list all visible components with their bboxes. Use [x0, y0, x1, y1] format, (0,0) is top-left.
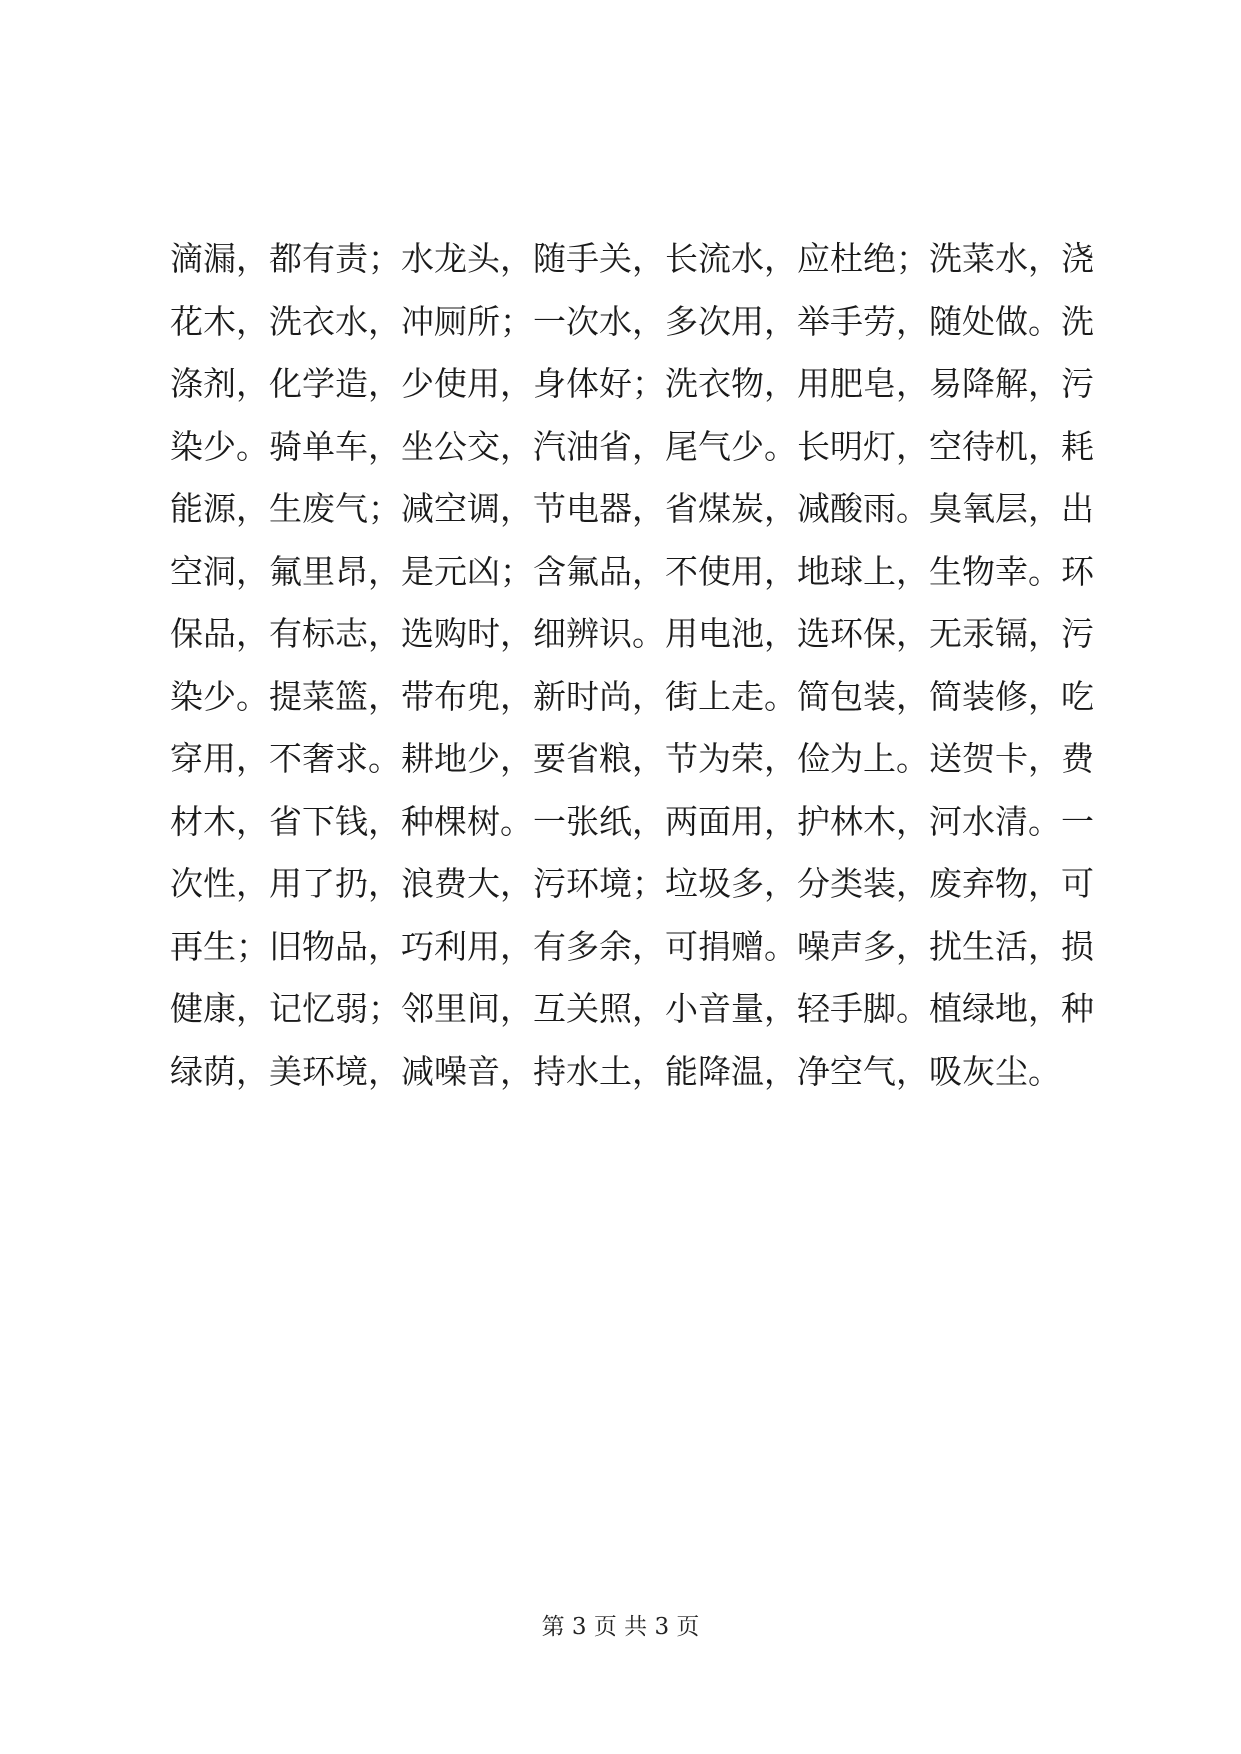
text-line: 绿荫，美环境，减噪音，持水土，能降温，净空气，吸灰尘。: [170, 1051, 1061, 1091]
text-line: 能源，生废气；减空调，节电器，省煤炭，减酸雨。臭氧层，出: [170, 489, 1094, 528]
page-number-footer: 第 3 页 共 3 页: [541, 1614, 700, 1640]
text-line: 材木，省下钱，种棵树。一张纸，两面用，护林木，河水清。一: [170, 801, 1094, 841]
text-line: 空洞，氟里昂，是元凶；含氟品，不使用，地球上，生物幸。环: [170, 551, 1094, 591]
text-line: 保品，有标志，选购时，细辨识。用电池，选环保，无汞镉，污: [170, 614, 1094, 653]
text-line: 染少。骑单车，坐公交，汽油省，尾气少。长明灯，空待机，耗: [170, 426, 1094, 466]
text-line: 再生；旧物品，巧利用，有多余，可捐赠。噪声多，扰生活，损: [170, 926, 1094, 966]
text-line: 穿用，不奢求。耕地少，要省粮，节为荣，俭为上。送贺卡，费: [170, 739, 1094, 778]
body-paragraph: [170, 228, 1094, 1103]
text-line: 次性，用了扔，浪费大，污环境；垃圾多，分类装，废弃物，可: [170, 864, 1094, 903]
text-line: 染少。提菜篮，带布兜，新时尚，街上走。简包装，简装修，吃: [170, 676, 1094, 716]
text-line: 滴漏，都有责；水龙头，随手关，长流水，应杜绝；洗菜水，浇: [170, 239, 1094, 278]
text-line: 涤剂，化学造，少使用，身体好；洗衣物，用肥皂，易降解，污: [170, 364, 1094, 403]
text-line: 花木，洗衣水，冲厕所；一次水，多次用，举手劳，随处做。洗: [170, 301, 1094, 341]
text-line: 健康，记忆弱；邻里间，互关照，小音量，轻手脚。植绿地，种: [170, 989, 1094, 1028]
